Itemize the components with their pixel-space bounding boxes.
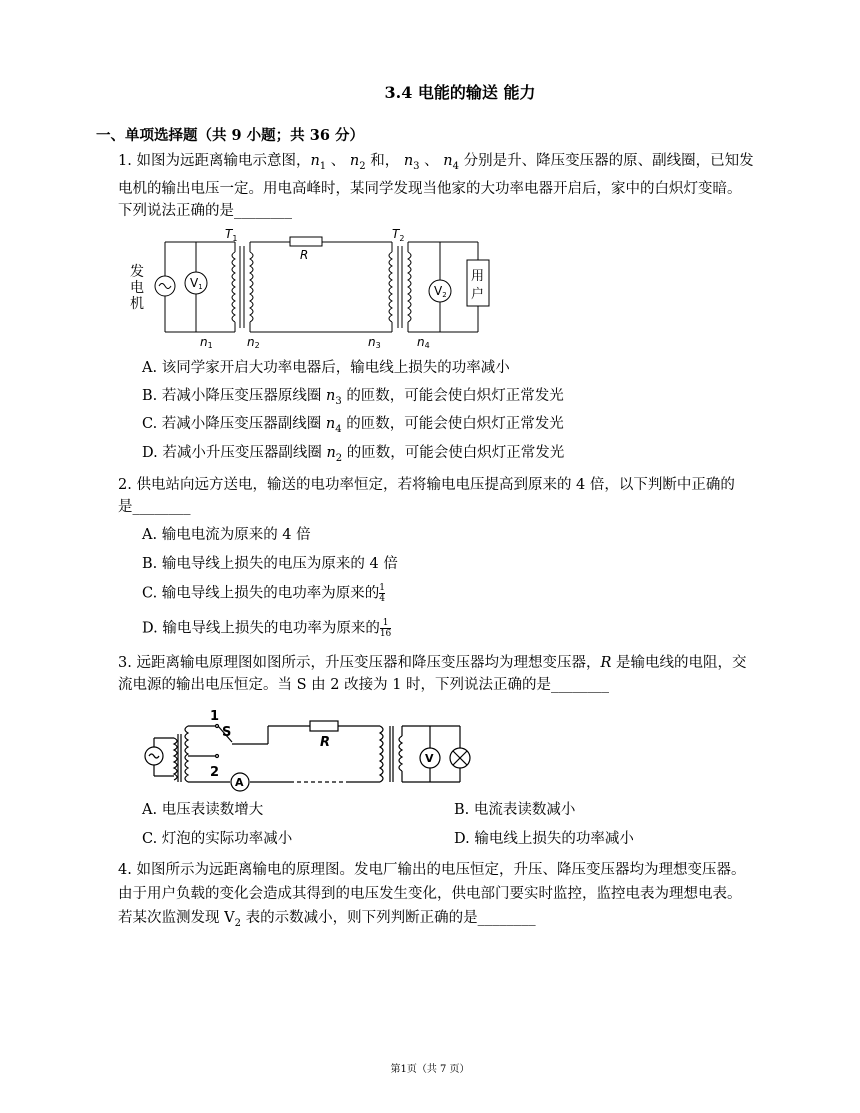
switch-S: S [222, 725, 232, 740]
q1-option-D[interactable]: D. 若减小升压变压器副线圈 $n_2$ 的匝数，可能会使白炽灯正常发光 [142, 445, 565, 464]
q1-line2: 电机的输出电压一定。用电高峰时，某同学发现当他家的大功率电器开启后，家中的白炽灯变暗。 [118, 180, 742, 197]
svg-text:户: 户 [471, 287, 485, 302]
question-1-text [118, 150, 778, 222]
label-n2: n2 [247, 335, 260, 350]
label-T1: $T_1$ [225, 227, 238, 243]
q3-option-D[interactable]: D. 输电线上损失的功率减小 [454, 831, 634, 847]
page-footer: 第1页（共 7 页） [390, 1064, 470, 1075]
q1-line1: 1. 如图为远距离输电示意图，$n_1$ 、 $n_2$ 和， $n_3$ 、 $n_4$ 分别是升、降压变压器的原、副线圈，已知发 [118, 153, 754, 172]
q1-option-A[interactable]: A. 该同学家开启大功率电器后，输电线上损失的功率减小 [142, 360, 510, 376]
switch-pos-2: 2 [210, 765, 220, 780]
fraction-1-16: $\frac{1}{16}$ [379, 618, 392, 639]
voltmeter-V: V [425, 752, 434, 765]
question-3-text: 3. 远距离输电原理图如图所示，升压变压器和降压变压器均为理想变压器，R 是输电线的电阻，交 流电源的输出电压恒定。当 S 由 2 改接为 1 时，下列说法正确的是________ [118, 655, 747, 693]
user-label: 用 [471, 269, 485, 284]
label-T2: $T_2$ [392, 227, 405, 243]
q2-option-C[interactable]: C. 输电导线上损失的电功率为原来的 $\frac{1}{4}$ [142, 583, 386, 604]
q2-option-D[interactable]: D. 输电导线上损失的电功率为原来的 $\frac{1}{16}$ [142, 618, 392, 639]
label-n3: n3 [368, 335, 381, 350]
page-title: 3.4 电能的输送 能力 [384, 83, 536, 102]
resistor-R: R [320, 735, 331, 750]
q2-option-A[interactable]: A. 输电电流为原来的 4 倍 [142, 527, 311, 543]
voltmeter-V1: V1 [190, 276, 203, 291]
label-R: R [300, 248, 309, 262]
svg-text:机: 机 [130, 296, 144, 312]
section-heading: 一、单项选择题（共 9 小题；共 36 分） [96, 127, 364, 144]
ammeter-A: A [235, 776, 244, 789]
q3-option-C[interactable]: C. 灯泡的实际功率减小 [142, 831, 293, 847]
q3-circuit-diagram [140, 704, 480, 794]
svg-text:电: 电 [130, 280, 144, 296]
q1-circuit-diagram [130, 224, 500, 352]
switch-pos-1: 1 [210, 709, 220, 724]
q1-option-B[interactable]: B. 若减小降压变压器原线圈 $n_3$ 的匝数，可能会使白炽灯正常发光 [142, 388, 564, 407]
q2-option-B[interactable]: B. 输电导线上损失的电压为原来的 4 倍 [142, 556, 398, 572]
q3-option-B[interactable]: B. 电流表读数减小 [454, 802, 576, 818]
voltmeter-V2: V2 [434, 284, 447, 299]
q1-line3: 下列说法正确的是________ [118, 202, 292, 219]
fraction-1-4: $\frac{1}{4}$ [379, 583, 386, 604]
question-4-text: 4. 如图所示为远距离输电的原理图。发电厂输出的电压恒定，升压、降压变压器均为理想变压器。 由于用户负载的变化会造成其得到的电压发生变化，供电部门要实时监控，监控电表为理想电表。 若某次监测发现 $V_2$ 表的示数减小，则下列判断正确的是________ [118, 862, 746, 929]
label-n1: n1 [200, 335, 213, 350]
question-2-text: 2. 供电站向远方送电，输送的电功率恒定，若将输电电压提高到原来的 4 倍，以下判断中正确的 是________ [118, 477, 735, 515]
q3-option-A[interactable]: A. 电压表读数增大 [142, 802, 264, 818]
q1-option-C[interactable]: C. 若减小降压变压器副线圈 $n_4$ 的匝数，可能会使白炽灯正常发光 [142, 416, 564, 435]
label-n4: n4 [417, 335, 430, 350]
generator-label-1: 发 [130, 264, 144, 280]
